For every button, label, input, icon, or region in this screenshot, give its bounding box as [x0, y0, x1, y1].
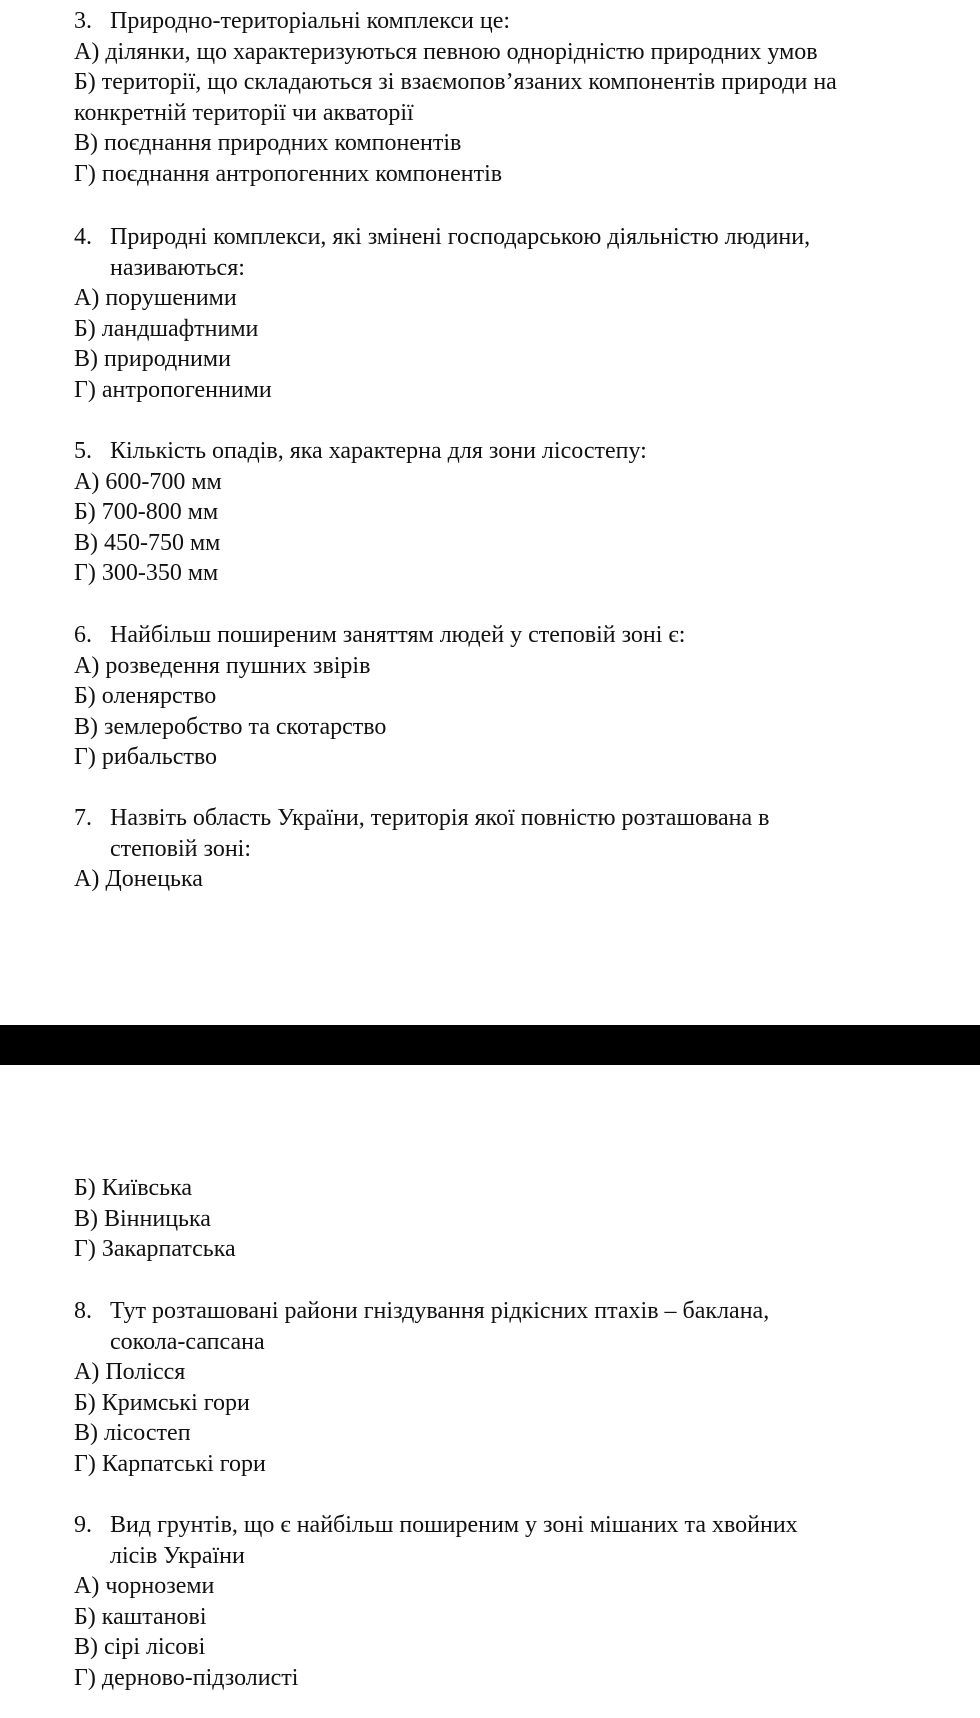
question-text-continuation: степовій зоні:: [110, 835, 251, 862]
question-text-continuation: сокола-сапсана: [110, 1328, 265, 1355]
answer-option: Г) дерново-підзолисті: [74, 1664, 299, 1691]
question-text: Тут розташовані райони гніздування рідкісних птахів – баклана,: [110, 1298, 770, 1324]
answer-option: Г) поєднання антропогенних компонентів: [74, 160, 503, 187]
answer-option-continuation: конкретній території чи акваторії: [74, 99, 414, 126]
question-number: 9.: [74, 1512, 92, 1538]
question-7: [74, 803, 950, 895]
question-9: [74, 1510, 950, 1693]
question-text: Вид грунтів, що є найбільш поширеним у зоні мішаних та хвойних: [110, 1512, 798, 1538]
answer-option: А) ділянки, що характеризуються певною однорідністю природних умов: [74, 38, 818, 65]
question-6: [74, 620, 950, 773]
answer-option: А) порушеними: [74, 285, 237, 311]
answer-option: Б) каштанові: [74, 1603, 207, 1630]
question-number: 7.: [74, 805, 92, 831]
answer-option: В) 450-750 мм: [74, 529, 221, 556]
question-4: [74, 222, 950, 405]
answer-option: А) 600-700 мм: [74, 468, 222, 495]
answer-option: В) лісостеп: [74, 1420, 191, 1446]
question-5: [74, 436, 950, 589]
answer-option: А) чорноземи: [74, 1573, 215, 1599]
question-text: Природно-територіальні комплекси це:: [110, 8, 511, 34]
question-8: [74, 1296, 950, 1479]
question-number: 3.: [74, 8, 92, 34]
question-number: 8.: [74, 1298, 92, 1324]
question-text: Найбільш поширеним заняттям людей у степовій зоні є:: [110, 622, 686, 648]
redaction-bar: [0, 1025, 980, 1065]
question-number: 5.: [74, 438, 92, 464]
question-text: Кількість опадів, яка характерна для зони лісостепу:: [110, 438, 647, 464]
answer-option: Б) Київська: [74, 1175, 193, 1201]
answer-option: Б) Кримські гори: [74, 1389, 250, 1416]
answer-option: Б) 700-800 мм: [74, 499, 219, 525]
answer-option: В) поєднання природних компонентів: [74, 130, 462, 156]
question-number: 4.: [74, 224, 92, 250]
answer-option: В) землеробство та скотарство: [74, 713, 387, 740]
question-text: Назвіть область України, територія якої повністю розташована в: [110, 805, 770, 831]
question-number: 6.: [74, 622, 92, 648]
answer-option: Г) рибальство: [74, 744, 218, 770]
question-text-continuation: називаються:: [110, 254, 245, 281]
answer-option: Г) Закарпатська: [74, 1236, 236, 1262]
question-text-continuation: лісів України: [110, 1542, 245, 1569]
answer-option: В) природними: [74, 346, 231, 372]
answer-option: А) Полісся: [74, 1359, 186, 1385]
question-3: [74, 6, 950, 189]
answer-option: Г) Карпатські гори: [74, 1450, 266, 1477]
answer-option: Г) антропогенними: [74, 376, 272, 403]
answer-option: А) розведення пушних звірів: [74, 652, 371, 679]
question-text: Природні комплекси, які змінені господарською діяльністю людини,: [110, 224, 811, 250]
answer-option: В) сірі лісові: [74, 1634, 206, 1660]
question-7-continued: [74, 1173, 950, 1265]
answer-option: Б) оленярство: [74, 683, 217, 709]
answer-option: Б) ландшафтними: [74, 315, 259, 342]
answer-option: Г) 300-350 мм: [74, 560, 219, 586]
answer-option: В) Вінницька: [74, 1205, 211, 1232]
answer-option: А) Донецька: [74, 866, 203, 892]
answer-option: Б) території, що складаються зі взаємопов’язаних компонентів природи на: [74, 69, 837, 95]
